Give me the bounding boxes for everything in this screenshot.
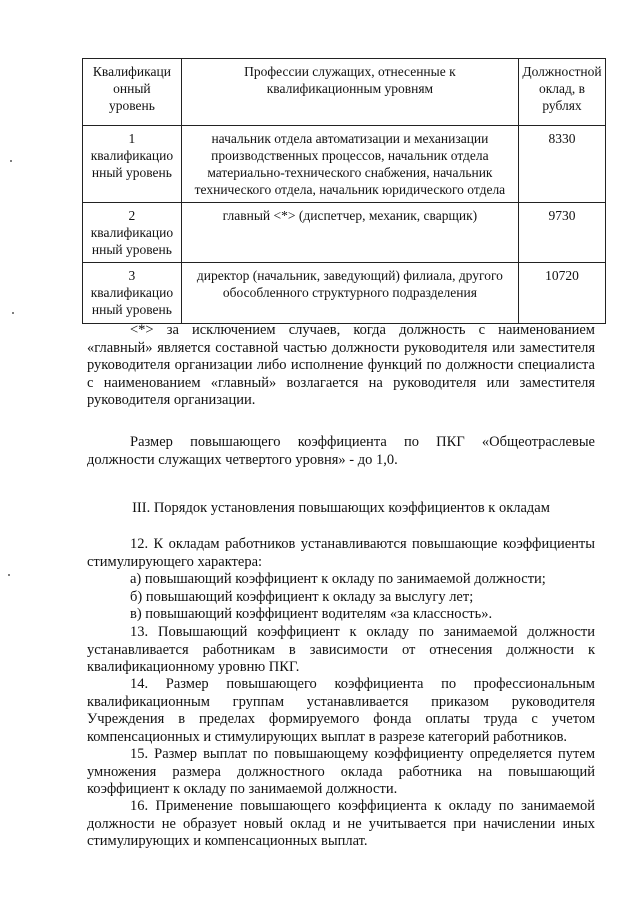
profession-line: производственных процессов, начальник отдела: [211, 148, 489, 163]
level-text: нный уровень: [91, 302, 172, 317]
list-item: а) повышающий коэффициент к окладу по занимаемой должности;: [130, 571, 546, 587]
level-text: нный уровень: [91, 165, 172, 180]
scan-speck: [10, 160, 12, 162]
row-salary: 9730: [519, 203, 606, 263]
row-salary: 10720: [519, 263, 606, 324]
row-level: [83, 126, 182, 203]
paragraph-12: 12. К окладам работников устанавливаются повышающие коэффициенты стимулирующего характера:: [87, 536, 595, 570]
level-text: нный уровень: [91, 242, 172, 257]
profession-line: начальник отдела автоматизации и механизации: [211, 131, 489, 146]
profession-line: директор (начальник, заведующий) филиала, другого: [196, 268, 503, 283]
coefficient-note: Размер повышающего коэффициента по ПКГ «Общеотраслевые должности служащих четвертого уровня» - до 1,0.: [87, 434, 595, 468]
level-number: 3: [128, 268, 136, 283]
header-professions-line: Профессии служащих, отнесенные к: [244, 64, 456, 79]
level-number: 2: [128, 208, 136, 223]
row-professions: [181, 126, 518, 203]
row-professions: [181, 263, 518, 324]
qualification-table: [82, 58, 606, 324]
table-row: [83, 203, 606, 263]
header-professions: [181, 59, 518, 126]
header-level-line: онный: [113, 81, 151, 96]
header-professions-line: квалификационным уровням: [266, 81, 434, 96]
profession-line: технического отдела, начальник юридического отдела: [194, 182, 506, 197]
table-row: [83, 126, 606, 203]
level-text: квалификацио: [90, 225, 174, 240]
header-level-line: Квалификаци: [92, 64, 171, 79]
header-salary-line: рублях: [542, 98, 582, 113]
row-level: [83, 263, 182, 324]
level-text: квалификацио: [90, 148, 174, 163]
paragraph-16: 16. Применение повышающего коэффициента к окладу по занимаемой должности не образует новый оклад и не учитывается при начислении иных стимулирующих и компенсационных выплат.: [87, 798, 595, 849]
profession-line: главный <*> (диспетчер, механик, сварщик): [222, 208, 478, 223]
level-number: 1: [128, 131, 136, 146]
profession-line: обособленного структурного подразделения: [222, 285, 477, 300]
header-salary: [519, 59, 606, 126]
scan-speck: [12, 312, 14, 314]
row-level: [83, 203, 182, 263]
list-item: б) повышающий коэффициент к окладу за выслугу лет;: [130, 588, 474, 605]
scan-speck: [8, 574, 10, 576]
section-title: III. Порядок установления повышающих коэффициентов к окладам: [132, 500, 550, 516]
paragraph-13: 13. Повышающий коэффициент к окладу по занимаемой должности устанавливается работникам в зависимости от отнесения должности к квалификационному уровню ПКГ.: [87, 624, 595, 675]
table-header-row: [83, 59, 606, 126]
footnote-text: <*> за исключением случаев, когда должность с наименованием «главный» является составной частью должности руководителя или заместителя руководителя организации либо исполнение функций по должности специалиста с наименованием «главный» возлагается на руководителя или заместителя руководителя организации.: [87, 322, 595, 408]
list-item: в) повышающий коэффициент водителям «за классность».: [130, 606, 493, 622]
row-salary: 8330: [519, 126, 606, 203]
level-text: квалификацио: [90, 285, 174, 300]
header-salary-line: Должностной: [522, 64, 602, 79]
profession-line: материально-технического снабжения, начальник: [207, 165, 493, 180]
header-level-line: уровень: [108, 98, 155, 113]
paragraph-15: 15. Размер выплат по повышающему коэффициенту определяется путем умножения размера должностного оклада работника на повышающий коэффициент к окладу по занимаемой должности.: [87, 746, 595, 797]
header-salary-line: оклад, в: [538, 81, 586, 96]
row-professions: [181, 203, 518, 263]
table-row: [83, 263, 606, 324]
paragraph-14: 14. Размер повышающего коэффициента по профессиональным квалификационным группам устанавливается приказом руководителя Учреждения в пределах формируемого фонда оплаты труда с учетом компенсационных и стимулирующих выплат в разрезе категорий работников.: [87, 676, 595, 745]
header-level: [83, 59, 182, 126]
